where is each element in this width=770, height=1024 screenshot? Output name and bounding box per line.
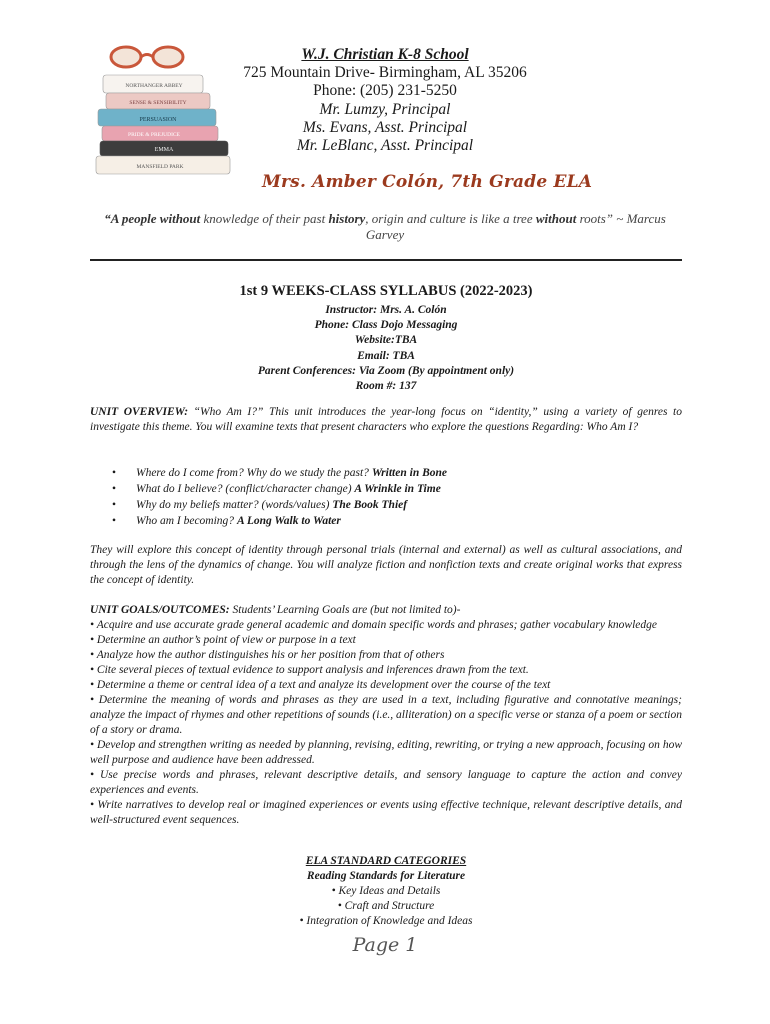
goals-intro: UNIT GOALS/OUTCOMES: Students’ Learning Goals are (but not limited to)- <box>90 604 461 616</box>
book-title-2: SENSE & SENSIBILITY <box>129 100 187 106</box>
room-number: Room #: 137 <box>355 380 417 393</box>
asst-principal-2: Mr. LeBlanc, Asst. Principal <box>296 137 474 155</box>
goal-item: • Acquire and use accurate grade general academic and domain specific words and phrases; gather vocabulary knowledge <box>90 619 657 631</box>
website: Website:TBA <box>354 334 418 347</box>
instructor-info <box>90 303 682 394</box>
email: Email: TBA <box>357 349 415 362</box>
book-title: Written in Bone <box>371 467 448 479</box>
list-item: • Where do I come from? Why do we study the past? Written in Bone <box>112 465 672 481</box>
standards-subheading: Reading Standards for Literature <box>306 870 466 882</box>
book-title: A Long Walk to Water <box>236 515 341 527</box>
standard-item: • Key Ideas and Details <box>331 885 441 897</box>
goal-item: • Write narratives to develop real or imagined experiences or events using effective technique, relevant descriptive details, and well-structured event sequences. <box>90 799 682 826</box>
quote-history: history <box>328 211 366 226</box>
goal-item: • Determine the meaning of words and phrases as they are used in a text, including figurative and connotative meanings; analyze the impact of rhymes and other repetitions of sounds (i.e., alliteration) on a specific verse or stanza of a poem or section of a story or drama. <box>90 694 682 736</box>
syllabus-title: 1st 9 WEEKS-CLASS SYLLABUS (2022-2023) <box>239 283 533 299</box>
ela-standards <box>90 854 682 929</box>
unit-overview-label: UNIT OVERVIEW: <box>90 406 189 418</box>
book-title-3: PERSUASION <box>139 117 177 123</box>
standard-item: • Craft and Structure <box>337 900 435 912</box>
page-number: Page 1 <box>352 934 418 956</box>
school-phone: Phone: (205) 231-5250 <box>313 82 457 100</box>
unit-goals <box>90 603 682 828</box>
unit-overview-text: “Who Am I?” This unit introduces the year-long focus on “identity,” using a variety of genres to investigate this theme. You will examine texts that present characters who explore the questions Regarding: Who Am I? <box>90 406 682 433</box>
school-header <box>215 46 555 155</box>
goal-item: • Cite several pieces of textual evidence to support analysis and inferences drawn from the text. <box>90 664 529 676</box>
standard-item: • Integration of Knowledge and Ideas <box>299 915 473 927</box>
goal-item: • Analyze how the author distinguishes his or her position from that of others <box>90 649 445 661</box>
goal-item: • Determine a theme or central idea of a text and analyze its development over the course of the text <box>90 679 551 691</box>
list-item: • What do I believe? (conflict/character change) A Wrinkle in Time <box>112 481 672 497</box>
book-title-4: PRIDE & PREJUDICE <box>128 132 180 138</box>
teacher-title: Mrs. Amber Colón, 7th Grade ELA <box>262 172 593 192</box>
school-address: 725 Mountain Drive- Birmingham, AL 35206 <box>243 64 527 82</box>
standards-heading: ELA STANDARD CATEGORIES <box>305 855 467 867</box>
goal-item: • Determine an author’s point of view or purpose in a text <box>90 634 356 646</box>
principal: Mr. Lumzy, Principal <box>319 100 451 118</box>
identity-paragraph: They will explore this concept of identity through personal trials (internal and external) as well as cultural associations, and through the lens of the dynamics of change. You will analyze fiction and nonfiction texts and create original works that express the concept of identity. <box>90 544 682 586</box>
goals-label: UNIT GOALS/OUTCOMES: <box>90 604 230 616</box>
divider-rule <box>90 259 682 261</box>
quote-part-3: roots” ~ Marcus Garvey <box>365 211 666 242</box>
unit-overview <box>90 405 682 435</box>
garvey-quote <box>90 211 680 243</box>
identity-questions-list <box>112 465 672 529</box>
list-item: • Why do my beliefs matter? (words/values) The Book Thief <box>112 497 672 513</box>
book-title-5: EMMA <box>154 147 174 153</box>
quote-open: “A people without <box>104 211 201 226</box>
instructor-phone: Phone: Class Dojo Messaging <box>314 319 458 332</box>
school-name: W.J. Christian K-8 School <box>301 46 469 63</box>
quote-part-2: , origin and culture is like a tree <box>365 211 536 226</box>
goal-item: • Develop and strengthen writing as needed by planning, revising, editing, rewriting, or trying a new approach, focusing on how well purpose and audience have been addressed. <box>90 739 682 766</box>
glasses-icon <box>111 47 183 67</box>
book-title-1: NORTHANGER ABBEY <box>125 83 183 89</box>
quote-part-1: knowledge of their past <box>200 211 329 226</box>
quote-without: without <box>535 211 577 226</box>
parent-conferences: Parent Conferences: Via Zoom (By appointment only) <box>257 364 515 377</box>
book-title: The Book Thief <box>332 499 408 511</box>
goal-item: • Use precise words and phrases, relevant descriptive details, and sensory language to capture the action and convey experiences and events. <box>90 769 682 796</box>
asst-principal-1: Ms. Evans, Asst. Principal <box>302 118 468 136</box>
list-item: • Who am I becoming? A Long Walk to Water <box>112 513 672 529</box>
instructor: Instructor: Mrs. A. Colón <box>325 304 447 316</box>
book-title-6: MANSFIELD PARK <box>136 164 184 170</box>
book-title: A Wrinkle in Time <box>354 483 441 495</box>
